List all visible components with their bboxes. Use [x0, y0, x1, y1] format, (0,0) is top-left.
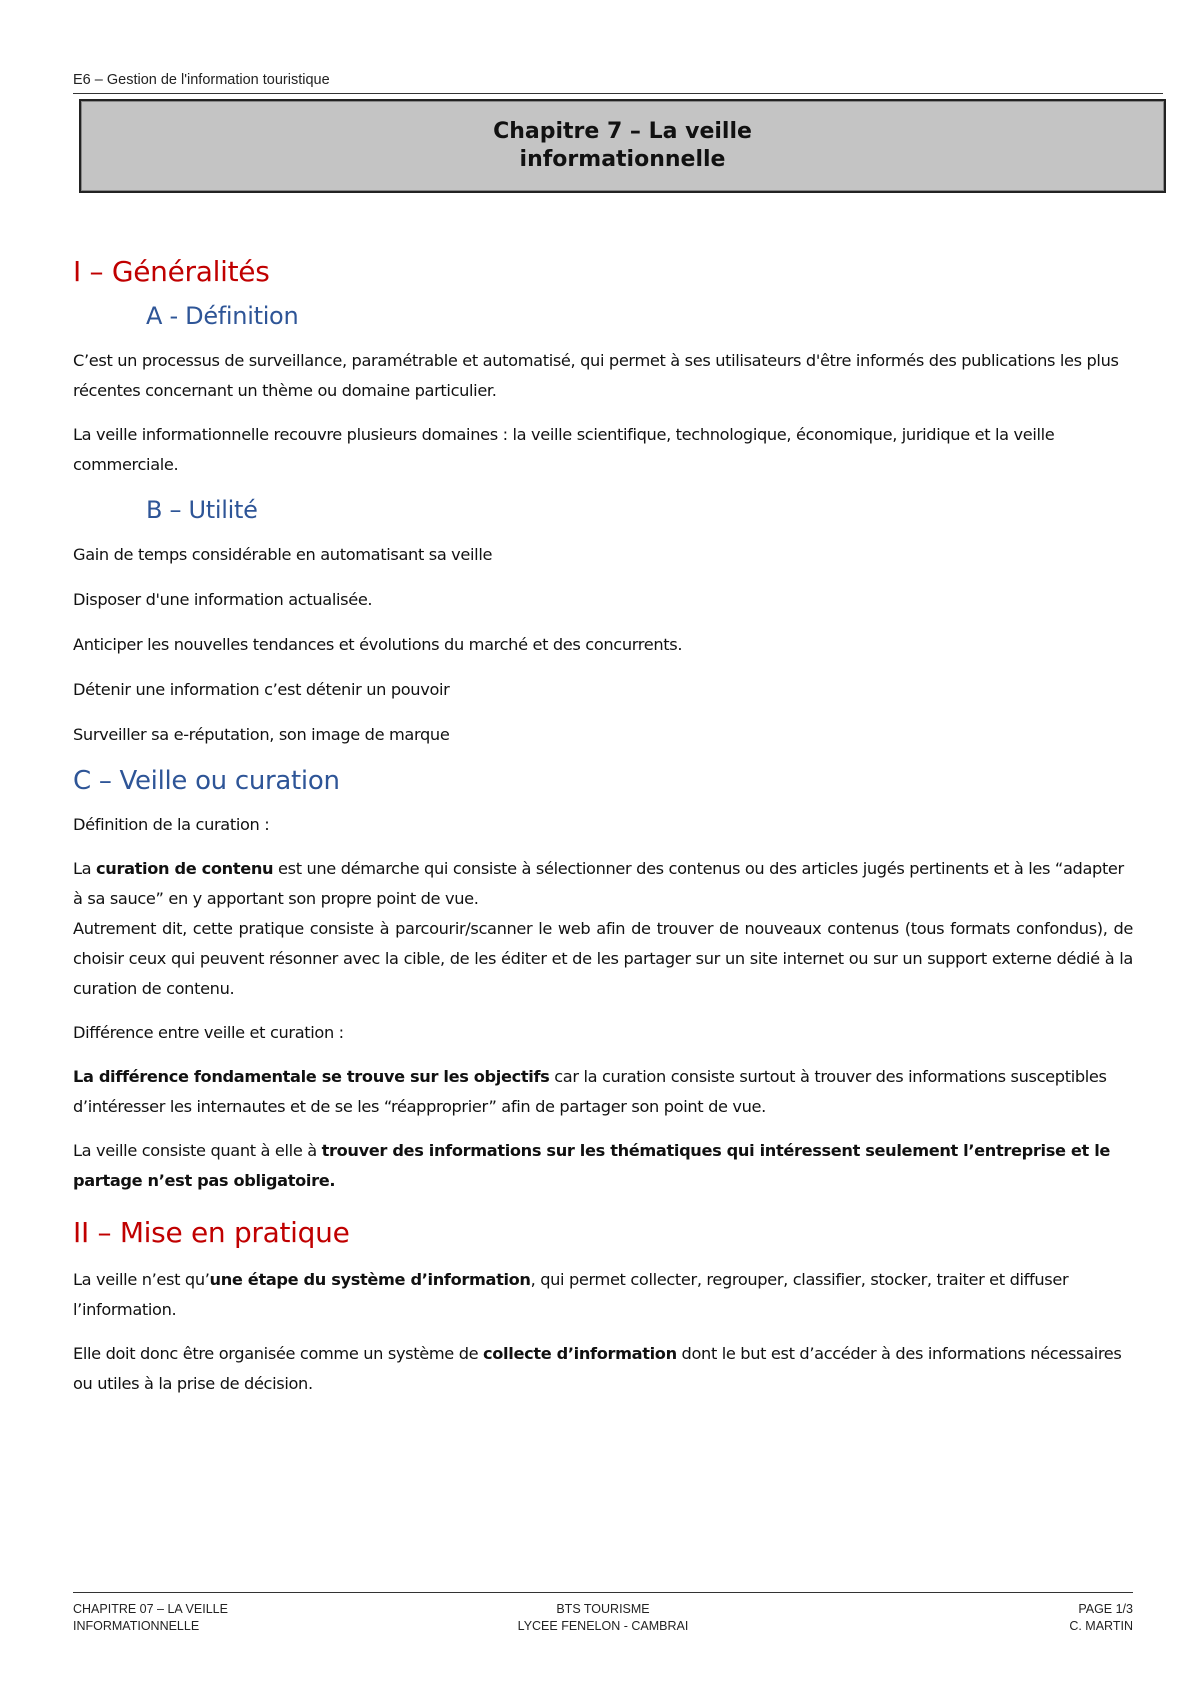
- running-header: [73, 72, 1163, 94]
- running-header-text: E6 – Gestion de l'information touristique: [73, 72, 330, 88]
- practice-bold-2: collecte d’information: [483, 1344, 677, 1363]
- utility-item: Surveiller sa e-réputation, son image de marque: [73, 725, 450, 744]
- utility-item: Gain de temps considérable en automatisant sa veille: [73, 545, 493, 564]
- utility-item: Disposer d'une information actualisée.: [73, 590, 373, 609]
- subsection-a-heading: A - Définition: [146, 302, 299, 330]
- section-1-heading: I – Généralités: [73, 255, 270, 288]
- veille-paragraph: La veille consiste quant à elle à trouver des informations sur les thématiques qui intéressent seulement l’entreprise et le partage n’est pas obligatoire.: [73, 1141, 1111, 1190]
- section-2-heading: II – Mise en pratique: [73, 1216, 350, 1249]
- utility-item: Anticiper les nouvelles tendances et évolutions du marché et des concurrents.: [73, 635, 683, 654]
- utility-item: Détenir une information c’est détenir un pouvoir: [73, 680, 450, 699]
- chapter-title-box: [79, 99, 1166, 193]
- curation-term: curation de contenu: [96, 859, 274, 878]
- footer-school: [73, 1601, 1133, 1635]
- curation-paragraph-2: Autrement dit, cette pratique consiste à parcourir/scanner le web afin de trouver de nouveaux contenus (tous formats confondus), de choisir ceux qui peuvent résonner avec la cible, de les éditer et de les partager sur un site internet ou sur un support externe dédié à la curation de contenu.: [73, 919, 1133, 998]
- definition-paragraph: C’est un processus de surveillance, paramétrable et automatisé, qui permet à ses utilisateurs d'être informés des publications les plus récentes concernant un thème ou domaine particulier.: [73, 351, 1119, 400]
- subsection-c-heading: C – Veille ou curation: [73, 766, 340, 796]
- practice-bold-1: une étape du système d’information: [209, 1270, 531, 1289]
- footer-school-line-2: LYCEE FENELON - CAMBRAI: [517, 1619, 689, 1633]
- chapter-title-line-2: informationnelle: [519, 147, 726, 172]
- difference-label: Différence entre veille et curation :: [73, 1023, 344, 1042]
- chapter-title-line-1: Chapitre 7 – La veille: [493, 119, 752, 144]
- curation-paragraph-1: La curation de contenu est une démarche qui consiste à sélectionner des contenus ou des articles jugés pertinents et à les “adapter à sa sauce” en y apportant son propre point de vue.: [73, 859, 1124, 908]
- difference-paragraph: La différence fondamentale se trouve sur les objectifs car la curation consiste surtout à trouver des informations susceptibles d’intéresser les internautes et de se les “réapproprier” afin de partager son point de vue.: [73, 1067, 1107, 1116]
- veille-bold: trouver des informations sur les thématiques qui intéressent seulement l’entreprise et le partage n’est pas obligatoire.: [73, 1141, 1111, 1190]
- practice-paragraph-1: La veille n’est qu’une étape du système d’information, qui permet collecter, regrouper, classifier, stocker, traiter et diffuser l’information.: [73, 1270, 1069, 1319]
- footer-chapter-line-2: INFORMATIONNELLE: [73, 1619, 200, 1633]
- difference-bold: La différence fondamentale se trouve sur les objectifs: [73, 1067, 550, 1086]
- footer-chapter-line-1: CHAPITRE 07 – LA VEILLE: [73, 1602, 228, 1616]
- practice-paragraph-2: Elle doit donc être organisée comme un système de collecte d’information dont le but est d’accéder à des informations nécessaires ou utiles à la prise de décision.: [73, 1344, 1122, 1393]
- document-body: [73, 255, 1133, 1399]
- curation-definition-label: Définition de la curation :: [73, 815, 270, 834]
- footer-author: C. MARTIN: [1069, 1619, 1133, 1633]
- page-footer: [73, 1592, 1133, 1633]
- footer-school-line-1: BTS TOURISME: [556, 1602, 650, 1616]
- subsection-b-heading: B – Utilité: [146, 496, 258, 524]
- footer-page-info: [1069, 1601, 1133, 1635]
- domains-paragraph: La veille informationnelle recouvre plusieurs domaines : la veille scientifique, technologique, économique, juridique et la veille commerciale.: [73, 425, 1055, 474]
- footer-page-number: PAGE 1/3: [1078, 1602, 1133, 1616]
